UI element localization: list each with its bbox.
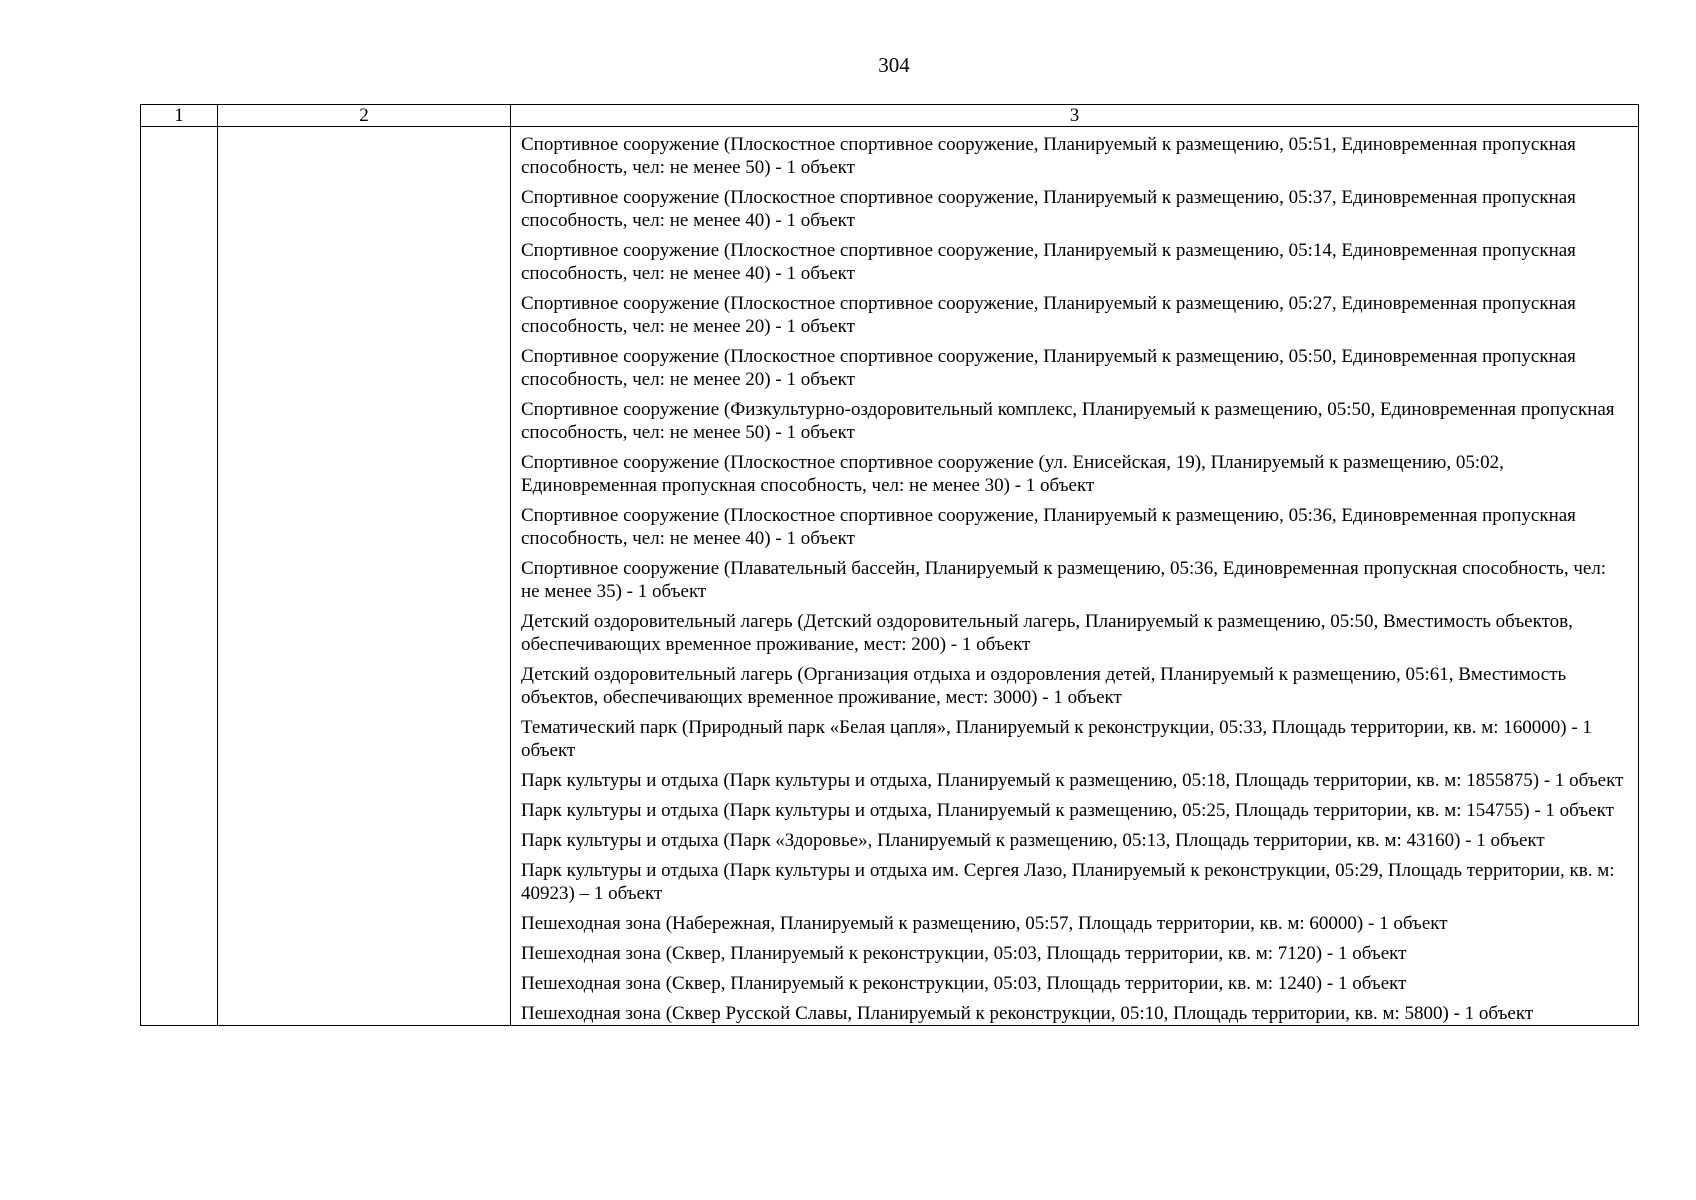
- list-item: Спортивное сооружение (Плоскостное спортивное сооружение (ул. Енисейская, 19), Планируемый к размещению, 05:02, Единовременная пропускная способность, чел: не менее 30) - 1 объект: [521, 452, 1504, 496]
- document-table: [140, 104, 1639, 1026]
- page-number: 304: [878, 53, 910, 77]
- list-item: Парк культуры и отдыха (Парк культуры и отдыха, Планируемый к размещению, 05:25, Площадь территории, кв. м: 154755) - 1 объект: [521, 800, 1614, 821]
- table-body: [141, 127, 1639, 1026]
- list-item: Спортивное сооружение (Плоскостное спортивное сооружение, Планируемый к размещению, 05:50, Единовременная пропускная способность, чел: не менее 20) - 1 объект: [521, 346, 1576, 390]
- column-header-2: 2: [218, 105, 511, 127]
- entries-list: [511, 127, 1638, 1025]
- list-item: Спортивное сооружение (Плоскостное спортивное сооружение, Планируемый к размещению, 05:51, Единовременная пропускная способность, чел: не менее 50) - 1 объект: [521, 134, 1576, 178]
- list-item: Детский оздоровительный лагерь (Детский оздоровительный лагерь, Планируемый к размещению, 05:50, Вместимость объектов, обеспечивающих временное проживание, мест: 200) - 1 объект: [521, 611, 1573, 655]
- list-item: Детский оздоровительный лагерь (Организация отдыха и оздоровления детей, Планируемый к размещению, 05:61, Вместимость объектов, обеспечивающих временное проживание, мест: 3000) - 1 объект: [521, 664, 1567, 708]
- cell-column-3: [511, 127, 1639, 1026]
- header-row: [141, 105, 1639, 127]
- list-item: Спортивное сооружение (Плоскостное спортивное сооружение, Планируемый к размещению, 05:27, Единовременная пропускная способность, чел: не менее 20) - 1 объект: [521, 293, 1576, 337]
- list-item: Спортивное сооружение (Плоскостное спортивное сооружение, Планируемый к размещению, 05:37, Единовременная пропускная способность, чел: не менее 40) - 1 объект: [521, 187, 1576, 231]
- list-item: Парк культуры и отдыха (Парк культуры и отдыха, Планируемый к размещению, 05:18, Площадь территории, кв. м: 1855875) - 1 объект: [521, 770, 1624, 791]
- table-row: [141, 127, 1639, 1026]
- list-item: Спортивное сооружение (Плоскостное спортивное сооружение, Планируемый к размещению, 05:36, Единовременная пропускная способность, чел: не менее 40) - 1 объект: [521, 505, 1576, 549]
- list-item: Пешеходная зона (Сквер, Планируемый к реконструкции, 05:03, Площадь территории, кв. м: 1240) - 1 объект: [521, 973, 1407, 994]
- list-item: Спортивное сооружение (Физкультурно-оздоровительный комплекс, Планируемый к размещению, 05:50, Единовременная пропускная способность, чел: не менее 50) - 1 объект: [521, 399, 1615, 443]
- list-item: Пешеходная зона (Сквер Русской Славы, Планируемый к реконструкции, 05:10, Площадь территории, кв. м: 5800) - 1 объект: [521, 1003, 1534, 1024]
- column-header-1: 1: [141, 105, 218, 127]
- cell-column-1: [141, 127, 218, 1026]
- list-item: Парк культуры и отдыха (Парк «Здоровье», Планируемый к размещению, 05:13, Площадь территории, кв. м: 43160) - 1 объект: [521, 830, 1545, 851]
- list-item: Тематический парк (Природный парк «Белая цапля», Планируемый к реконструкции, 05:33, Площадь территории, кв. м: 160000) - 1 объект: [521, 717, 1592, 761]
- list-item: Спортивное сооружение (Плоскостное спортивное сооружение, Планируемый к размещению, 05:14, Единовременная пропускная способность, чел: не менее 40) - 1 объект: [521, 240, 1576, 284]
- list-item: Парк культуры и отдыха (Парк культуры и отдыха им. Сергея Лазо, Планируемый к реконструкции, 05:29, Площадь территории, кв. м: 40923) – 1 объект: [521, 860, 1615, 904]
- table-header: [141, 105, 1639, 127]
- cell-column-2: [218, 127, 511, 1026]
- column-header-3: 3: [511, 105, 1639, 127]
- list-item: Спортивное сооружение (Плавательный бассейн, Планируемый к размещению, 05:36, Единовременная пропускная способность, чел: не менее 35) - 1 объект: [521, 558, 1607, 602]
- list-item: Пешеходная зона (Сквер, Планируемый к реконструкции, 05:03, Площадь территории, кв. м: 7120) - 1 объект: [521, 943, 1407, 964]
- list-item: Пешеходная зона (Набережная, Планируемый к размещению, 05:57, Площадь территории, кв. м: 60000) - 1 объект: [521, 913, 1448, 934]
